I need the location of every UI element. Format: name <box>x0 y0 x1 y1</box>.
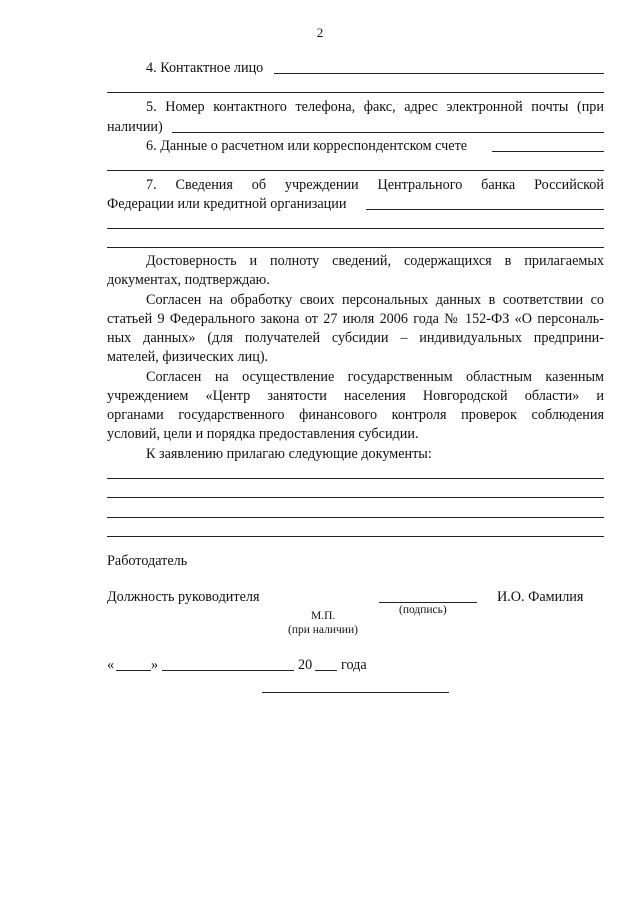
attachment-line-3[interactable] <box>107 517 604 518</box>
bank-label-line1: 7. Сведения об учреждении Центрального банка Российской <box>146 177 604 193</box>
page-number: 2 <box>316 25 324 40</box>
attachment-line-1[interactable] <box>107 478 604 479</box>
agree-line4: условий, цели и порядка предоставления субсидии. <box>107 426 419 442</box>
bank-input-line-3[interactable] <box>107 247 604 248</box>
position-label: Должность руководителя <box>107 589 260 605</box>
date-year-input-line[interactable] <box>315 670 337 671</box>
contact-person-label: 4. Контактное лицо <box>146 60 264 76</box>
bank-label-line2: Федерации или кредитной организации <box>107 196 347 212</box>
date-close-quote: » <box>151 657 159 673</box>
consent-line2: статьей 9 Федерального закона от 27 июля 2006 года № 152-ФЗ «О персональ- <box>107 311 604 327</box>
signature-input-line[interactable] <box>379 602 477 603</box>
bottom-line <box>262 692 449 693</box>
phone-label-line1: 5. Номер контактного телефона, факс, адрес электронной почты (при <box>146 99 604 115</box>
date-day-input-line[interactable] <box>116 670 151 671</box>
phone-label-line2: наличии) <box>107 119 163 135</box>
agree-line3: органами государственного финансового контроля проверок соблюдения <box>107 407 604 423</box>
signature-caption: (подпись) <box>399 604 447 616</box>
contact-person-input-line-2[interactable] <box>107 92 604 93</box>
account-label: 6. Данные о расчетном или корреспондентском счете <box>146 138 468 154</box>
stamp-label: М.П. <box>311 610 336 622</box>
bank-input-line[interactable] <box>366 209 604 210</box>
year-suffix: года <box>341 657 367 673</box>
name-label: И.О. Фамилия <box>497 589 584 605</box>
confirm-line2: документах, подтверждаю. <box>107 272 270 288</box>
agree-line1: Согласен на осуществление государственным областным казенным <box>146 369 604 385</box>
consent-line1: Согласен на обработку своих персональных данных в соответствии со <box>146 292 604 308</box>
attachments-label: К заявлению прилагаю следующие документы: <box>146 446 432 462</box>
contact-person-input-line[interactable] <box>274 73 604 74</box>
stamp-note: (при наличии) <box>288 624 358 636</box>
attachment-line-2[interactable] <box>107 497 604 498</box>
consent-line3: ных данных» (для получателей субсидии – индивидуальных предприни- <box>107 330 604 346</box>
account-input-line-2[interactable] <box>107 170 604 171</box>
phone-input-line[interactable] <box>172 132 604 133</box>
date-month-input-line[interactable] <box>162 670 294 671</box>
consent-line4: мателей, физических лиц). <box>107 349 269 365</box>
attachment-line-4[interactable] <box>107 536 604 537</box>
date-open-quote: « <box>107 657 115 673</box>
agree-line2: учреждением «Центр занятости населения Новгородской области» и <box>107 388 604 404</box>
bank-input-line-2[interactable] <box>107 228 604 229</box>
year-prefix: 20 <box>298 657 313 673</box>
account-input-line[interactable] <box>492 151 604 152</box>
confirm-line1: Достоверность и полноту сведений, содержащихся в прилагаемых <box>146 253 604 269</box>
employer-label: Работодатель <box>107 553 188 569</box>
